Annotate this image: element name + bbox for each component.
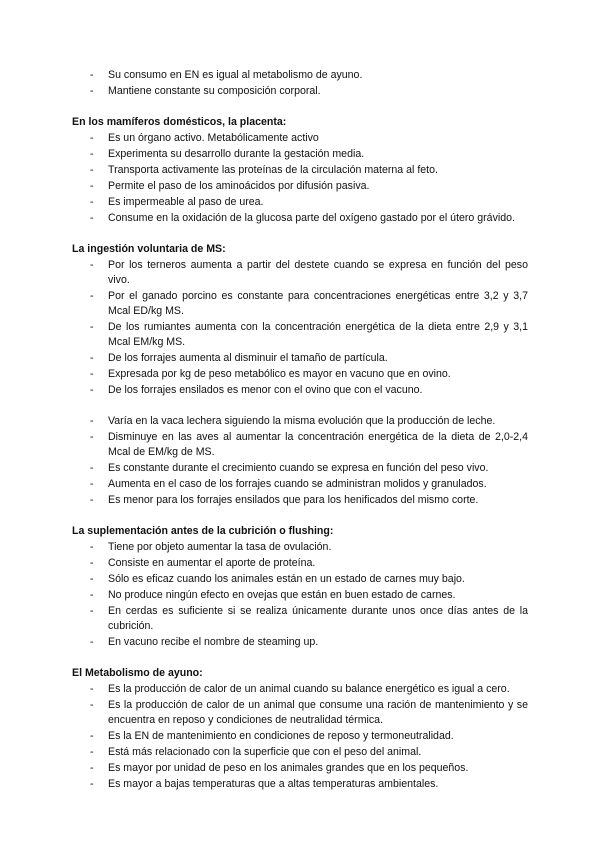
list-item: - Está más relacionado con la superficie que con el peso del animal. <box>72 745 528 760</box>
list-item: - Por el ganado porcino es constante para concentraciones energéticas entre 3,2 y 3,7 Mcal ED/kg MS. <box>72 289 528 319</box>
intro-list <box>72 68 528 99</box>
spacer <box>72 100 528 115</box>
spacer <box>72 399 528 414</box>
list-item: - Varía en la vaca lechera siguiendo la misma evolución que la producción de leche. <box>72 414 528 429</box>
list-item: - Su consumo en EN es igual al metabolismo de ayuno. <box>72 68 528 83</box>
list-item: - Disminuye en las aves al aumentar la concentración energética de la dieta de 2,0-2,4 Mcal de EM/kg de MS. <box>72 430 528 460</box>
list-item: - De los rumiantes aumenta con la concentración energética de la dieta entre 2,9 y 3,1 Mcal EM/kg MS. <box>72 320 528 350</box>
ingestion-list-a <box>72 258 528 398</box>
list-item: - No produce ningún efecto en ovejas que están en buen estado de carnes. <box>72 588 528 603</box>
section-heading-placenta: En los mamíferos domésticos, la placenta: <box>72 116 287 128</box>
spacer <box>72 509 528 524</box>
list-item: - Es la EN de mantenimiento en condiciones de reposo y termoneutralidad. <box>72 729 528 744</box>
list-item: - Es la producción de calor de un animal que consume una ración de mantenimiento y se encuentra en reposo y condiciones de neutralidad térmica. <box>72 698 528 728</box>
flushing-list <box>72 540 528 650</box>
list-item: - Experimenta su desarrollo durante la gestación media. <box>72 147 528 162</box>
section-heading-ayuno: El Metabolismo de ayuno: <box>72 667 203 679</box>
placenta-list <box>72 131 528 226</box>
spacer <box>72 651 528 666</box>
list-item: - Es constante durante el crecimiento cuando se expresa en función del peso vivo. <box>72 461 528 476</box>
list-item: - Sólo es eficaz cuando los animales están en un estado de carnes muy bajo. <box>72 572 528 587</box>
list-item: - Aumenta en el caso de los forrajes cuando se administran molidos y granulados. <box>72 477 528 492</box>
list-item: - Es menor para los forrajes ensilados que para los henificados del mismo corte. <box>72 493 528 508</box>
list-item: - Consume en la oxidación de la glucosa parte del oxígeno gastado por el útero grávido. <box>72 211 528 226</box>
list-item: - Mantiene constante su composición corporal. <box>72 84 528 99</box>
list-item: - Consiste en aumentar el aporte de proteína. <box>72 556 528 571</box>
spacer <box>72 227 528 242</box>
list-item: - Es mayor por unidad de peso en los animales grandes que en los pequeños. <box>72 761 528 776</box>
list-item: - Por los terneros aumenta a partir del destete cuando se expresa en función del peso vivo. <box>72 258 528 288</box>
list-item: - De los forrajes aumenta al disminuir el tamaño de partícula. <box>72 351 528 366</box>
ingestion-list-b <box>72 414 528 508</box>
list-item: - Es impermeable al paso de urea. <box>72 195 528 210</box>
list-item: - Expresada por kg de peso metabólico es mayor en vacuno que en ovino. <box>72 367 528 382</box>
section-heading-ingestion: La ingestión voluntaria de MS: <box>72 243 226 255</box>
ayuno-list <box>72 682 528 792</box>
list-item: - En cerdas es suficiente si se realiza únicamente durante unos once días antes de la cubrición. <box>72 604 528 634</box>
list-item: - De los forrajes ensilados es menor con el ovino que con el vacuno. <box>72 383 528 398</box>
list-item: - Transporta activamente las proteínas de la circulación materna al feto. <box>72 163 528 178</box>
list-item: - Es mayor a bajas temperaturas que a altas temperaturas ambientales. <box>72 777 528 792</box>
list-item: - Es un órgano activo. Metabólicamente activo <box>72 131 528 146</box>
section-heading-flushing: La suplementación antes de la cubrición o flushing: <box>72 525 334 537</box>
list-item: - Es la producción de calor de un animal cuando su balance energético es igual a cero. <box>72 682 528 697</box>
list-item: - Permite el paso de los aminoácidos por difusión pasiva. <box>72 179 528 194</box>
list-item: - Tiene por objeto aumentar la tasa de ovulación. <box>72 540 528 555</box>
list-item: - En vacuno recibe el nombre de steaming up. <box>72 635 528 650</box>
